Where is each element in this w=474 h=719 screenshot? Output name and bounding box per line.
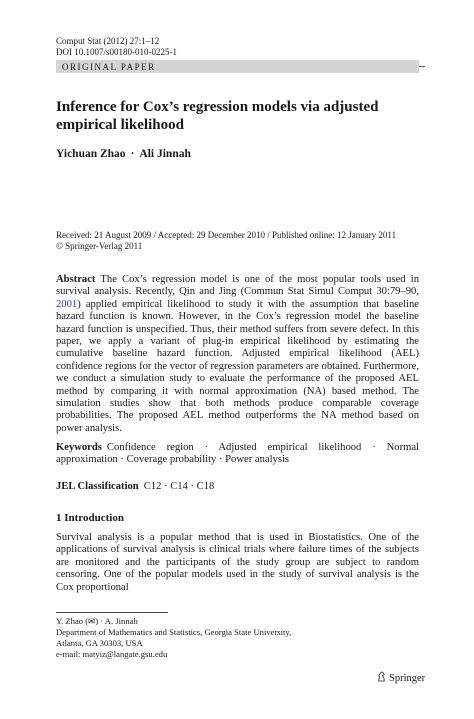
header-rule [419, 66, 425, 67]
journal-doi: DOI 10.1007/s00180-010-0225-1 [56, 47, 177, 57]
journal-header [56, 36, 177, 58]
abstract-text: ) applied empirical likelihood to study it with the assumption that baseline hazard function is known. However, in the Cox’s regression model the baseline hazard function is unspecified. Thus, their method suffers from severe defect. In this paper, we apply a variant of plug-in empirical likelihood by estimating the cumulative baseline hazard function. Adjusted empirical likelihood (AEL) confidence regions for the vector of regression parameters are obtained. Furthermore, we conduct a simulation study to evaluate the performance of the proposed AEL method by comparing it with normal approximation (NA) based method. The simulation studies show that both methods produce comparable coverage probabilities. The proposed AEL method outperforms the NA method based on power analysis. [56, 298, 419, 434]
section-heading: 1 Introduction [56, 512, 124, 524]
author-separator: · [130, 148, 135, 160]
springer-knight-icon [377, 671, 386, 682]
footnote-address: Atlanta, GA 30303, USA [56, 638, 143, 648]
author-name: Yichuan Zhao [56, 148, 126, 160]
abstract-label: Abstract [56, 274, 96, 285]
keywords-label: Keywords [56, 442, 102, 453]
paper-type: ORIGINAL PAPER [62, 62, 156, 72]
author-name: Ali Jinnah [139, 148, 191, 160]
jel-label: JEL Classification [56, 481, 139, 492]
keywords-text: Confidence region · Adjusted empirical likelihood · Normal approximation · Coverage probability · Power analysis [56, 442, 419, 466]
citation-link[interactable]: 2001 [56, 298, 78, 310]
publisher-name: Springer [389, 673, 426, 684]
publisher-mark [377, 671, 425, 684]
footnote-department: Department of Mathematics and Statistics, Georgia State University, [56, 627, 292, 637]
jel-text: C12 · C14 · C18 [143, 481, 215, 492]
footnote-email: e-mail: matyiz@langate.gsu.edu [56, 649, 168, 659]
keywords [56, 442, 419, 467]
abstract-text: The Cox’s regression model is one of the most popular tools used in survival analysis. Recently, Qin and Jing (Commun Stat Simul Comput 30:79–90, [56, 274, 419, 298]
journal-citation: Comput Stat (2012) 27:1–12 [56, 36, 160, 46]
paper-title: Inference for Cox’s regression models via adjusted empirical likelihood [56, 99, 379, 133]
author-list [56, 148, 191, 160]
footnote [56, 616, 291, 660]
footnote-rule [56, 612, 168, 613]
jel-classification [56, 481, 419, 493]
dates-line: Received: 21 August 2009 / Accepted: 29 December 2010 / Published online: 12 January 2011 [56, 230, 397, 240]
footnote-authors: Y. Zhao (✉) · A. Jinnah [56, 616, 138, 626]
copyright-line: © Springer-Verlag 2011 [56, 241, 143, 251]
introduction-text: Survival analysis is a popular method that is used in Biostatistics. One of the applications of survival analysis is clinical trials where failure times of the subjects are monitored and the participants of the study group are subject to random censoring. One of the popular models used in the study of survival analysis is the Cox proportional [56, 532, 419, 593]
abstract [56, 274, 419, 435]
publication-dates [56, 230, 426, 252]
